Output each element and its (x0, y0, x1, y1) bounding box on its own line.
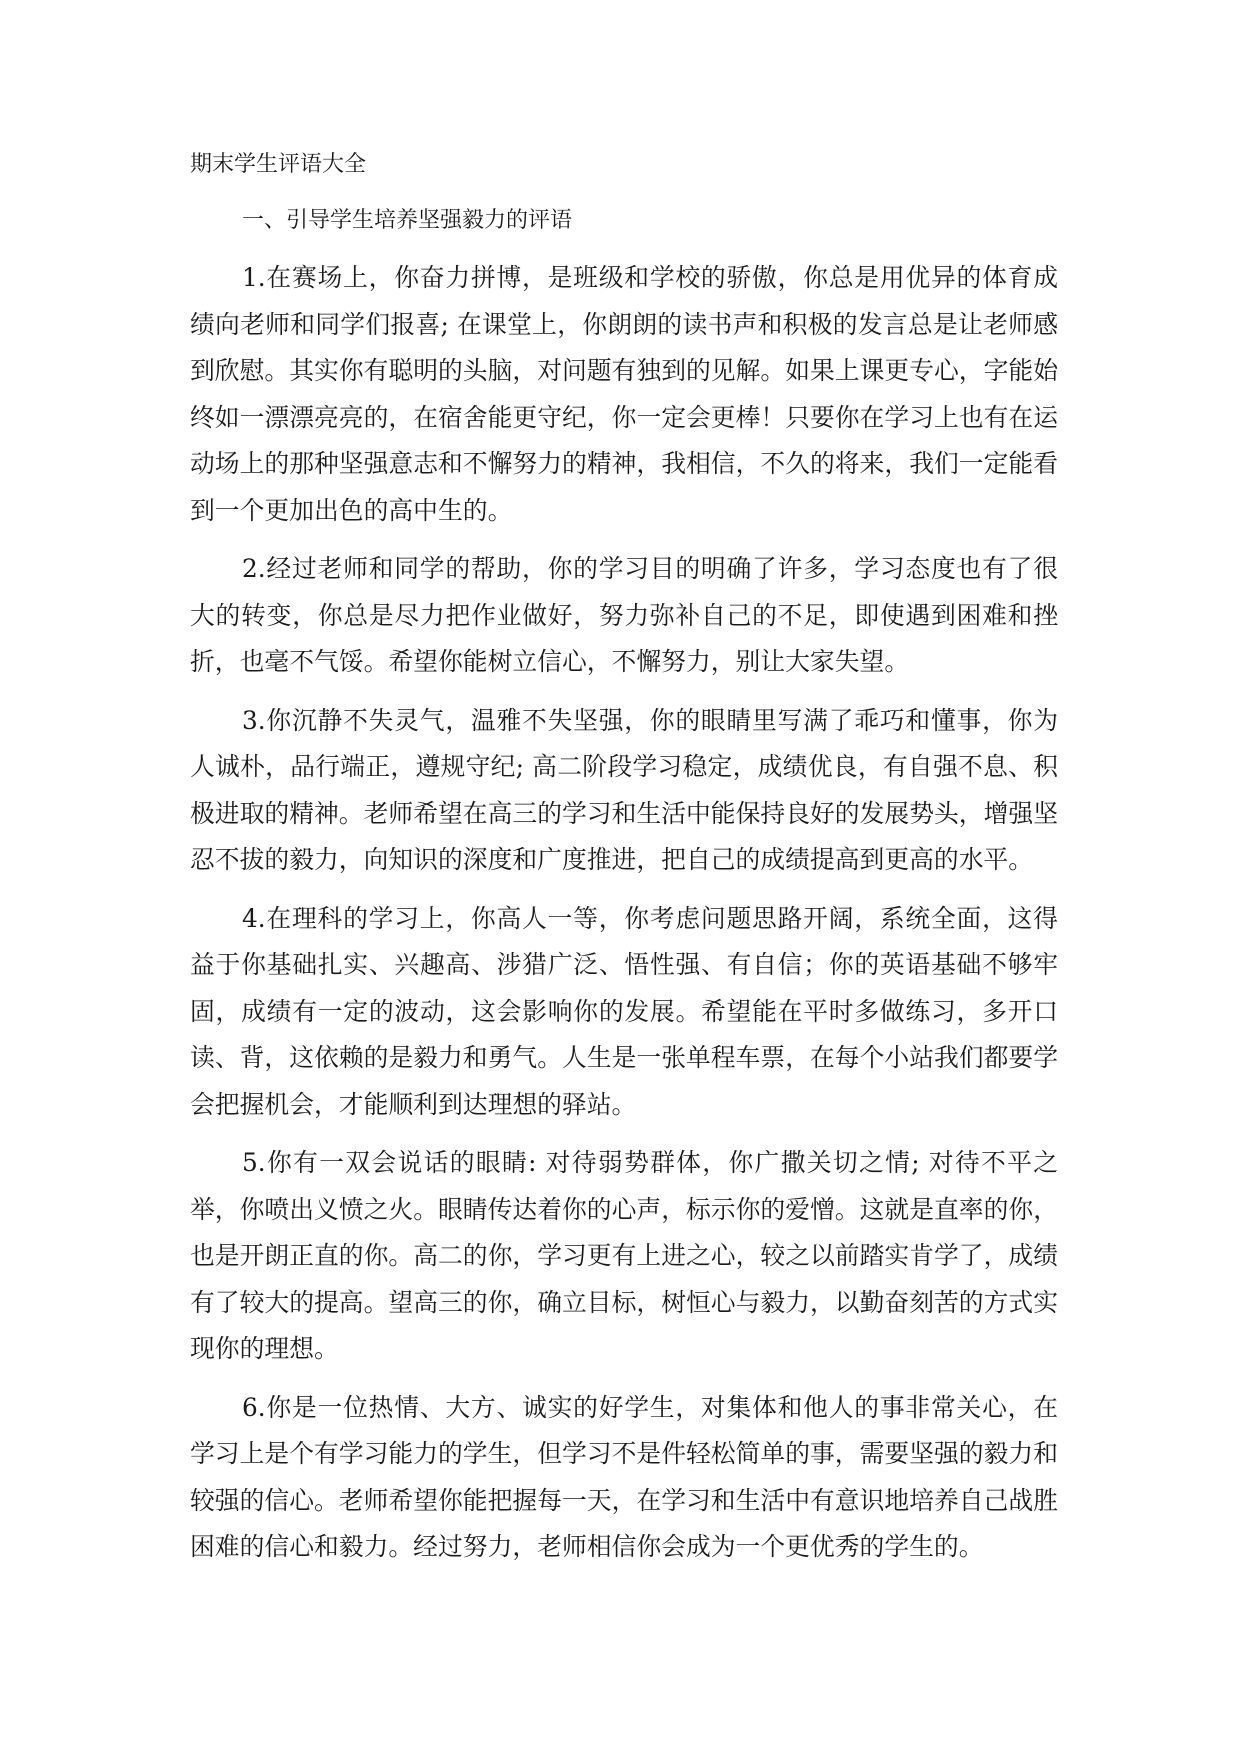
comment-paragraph-5: 5.你有一双会说话的眼睛: 对待弱势群体，你广撒关切之情; 对待不平之举，你喷出义愤之火。眼睛传达着你的心声，标示你的爱憎。这就是直率的你，也是开朗正直的你。高二的你，学习更有上进之心，较之以前踏实肯学了，成绩有了较大的提高。望高三的你，确立目标，树恒心与毅力，以勤奋刻苦的方式实现你的理想。 (190, 1148, 1058, 1363)
comment-paragraph-6: 6.你是一位热情、大方、诚实的好学生，对集体和他人的事非常关心，在学习上是个有学习能力的学生，但学习不是件轻松简单的事，需要坚强的毅力和较强的信心。老师希望你能把握每一天，在学习和生活中有意识地培养自己战胜困难的信心和毅力。经过努力，老师相信你会成为一个更优秀的学生的。 (190, 1392, 1058, 1561)
comment-paragraph-2: 2.经过老师和同学的帮助，你的学习目的明确了许多，学习态度也有了很大的转变，你总是尽力把作业做好，努力弥补自己的不足，即使遇到困难和挫折，也毫不气馁。希望你能树立信心，不懈努力，别让大家失望。 (190, 554, 1058, 676)
comment-paragraph-1: 1.在赛场上，你奋力拼博，是班级和学校的骄傲，你总是用优异的体育成绩向老师和同学们报喜; 在课堂上，你朗朗的读书声和积极的发言总是让老师感到欣慰。其实你有聪明的头脑，对问题有独到的见解。如果上课更专心，字能始终如一漂漂亮亮的，在宿舍能更守纪，你一定会更棒！只要你在学习上也有在运动场上的那种坚强意志和不懈努力的精神，我相信，不久的将来，我们一定能看到一个更加出色的高中生的。 (190, 263, 1058, 525)
section-heading: 一、引导学生培养坚强毅力的评语 (242, 208, 573, 233)
comment-paragraph-3: 3.你沉静不失灵气，温雅不失坚强，你的眼睛里写满了乖巧和懂事，你为人诚朴，品行端正，遵规守纪; 高二阶段学习稳定，成绩优良，有自强不息、积极进取的精神。老师希望在高三的学习和生活中能保持良好的发展势头，增强坚忍不拔的毅力，向知识的深度和广度推进，把自己的成绩提高到更高的水平。 (190, 705, 1058, 874)
document-page (190, 150, 1058, 1583)
document-title: 期末学生评语大全 (190, 152, 367, 177)
comment-paragraph-4: 4.在理科的学习上，你高人一等，你考虑问题思路开阔，系统全面，这得益于你基础扎实、兴趣高、涉猎广泛、悟性强、有自信；你的英语基础不够牢固，成绩有一定的波动，这会影响你的发展。希望能在平时多做练习，多开口读、背，这依赖的是毅力和勇气。人生是一张单程车票，在每个小站我们都要学会把握机会，才能顺利到达理想的驿站。 (190, 903, 1058, 1119)
